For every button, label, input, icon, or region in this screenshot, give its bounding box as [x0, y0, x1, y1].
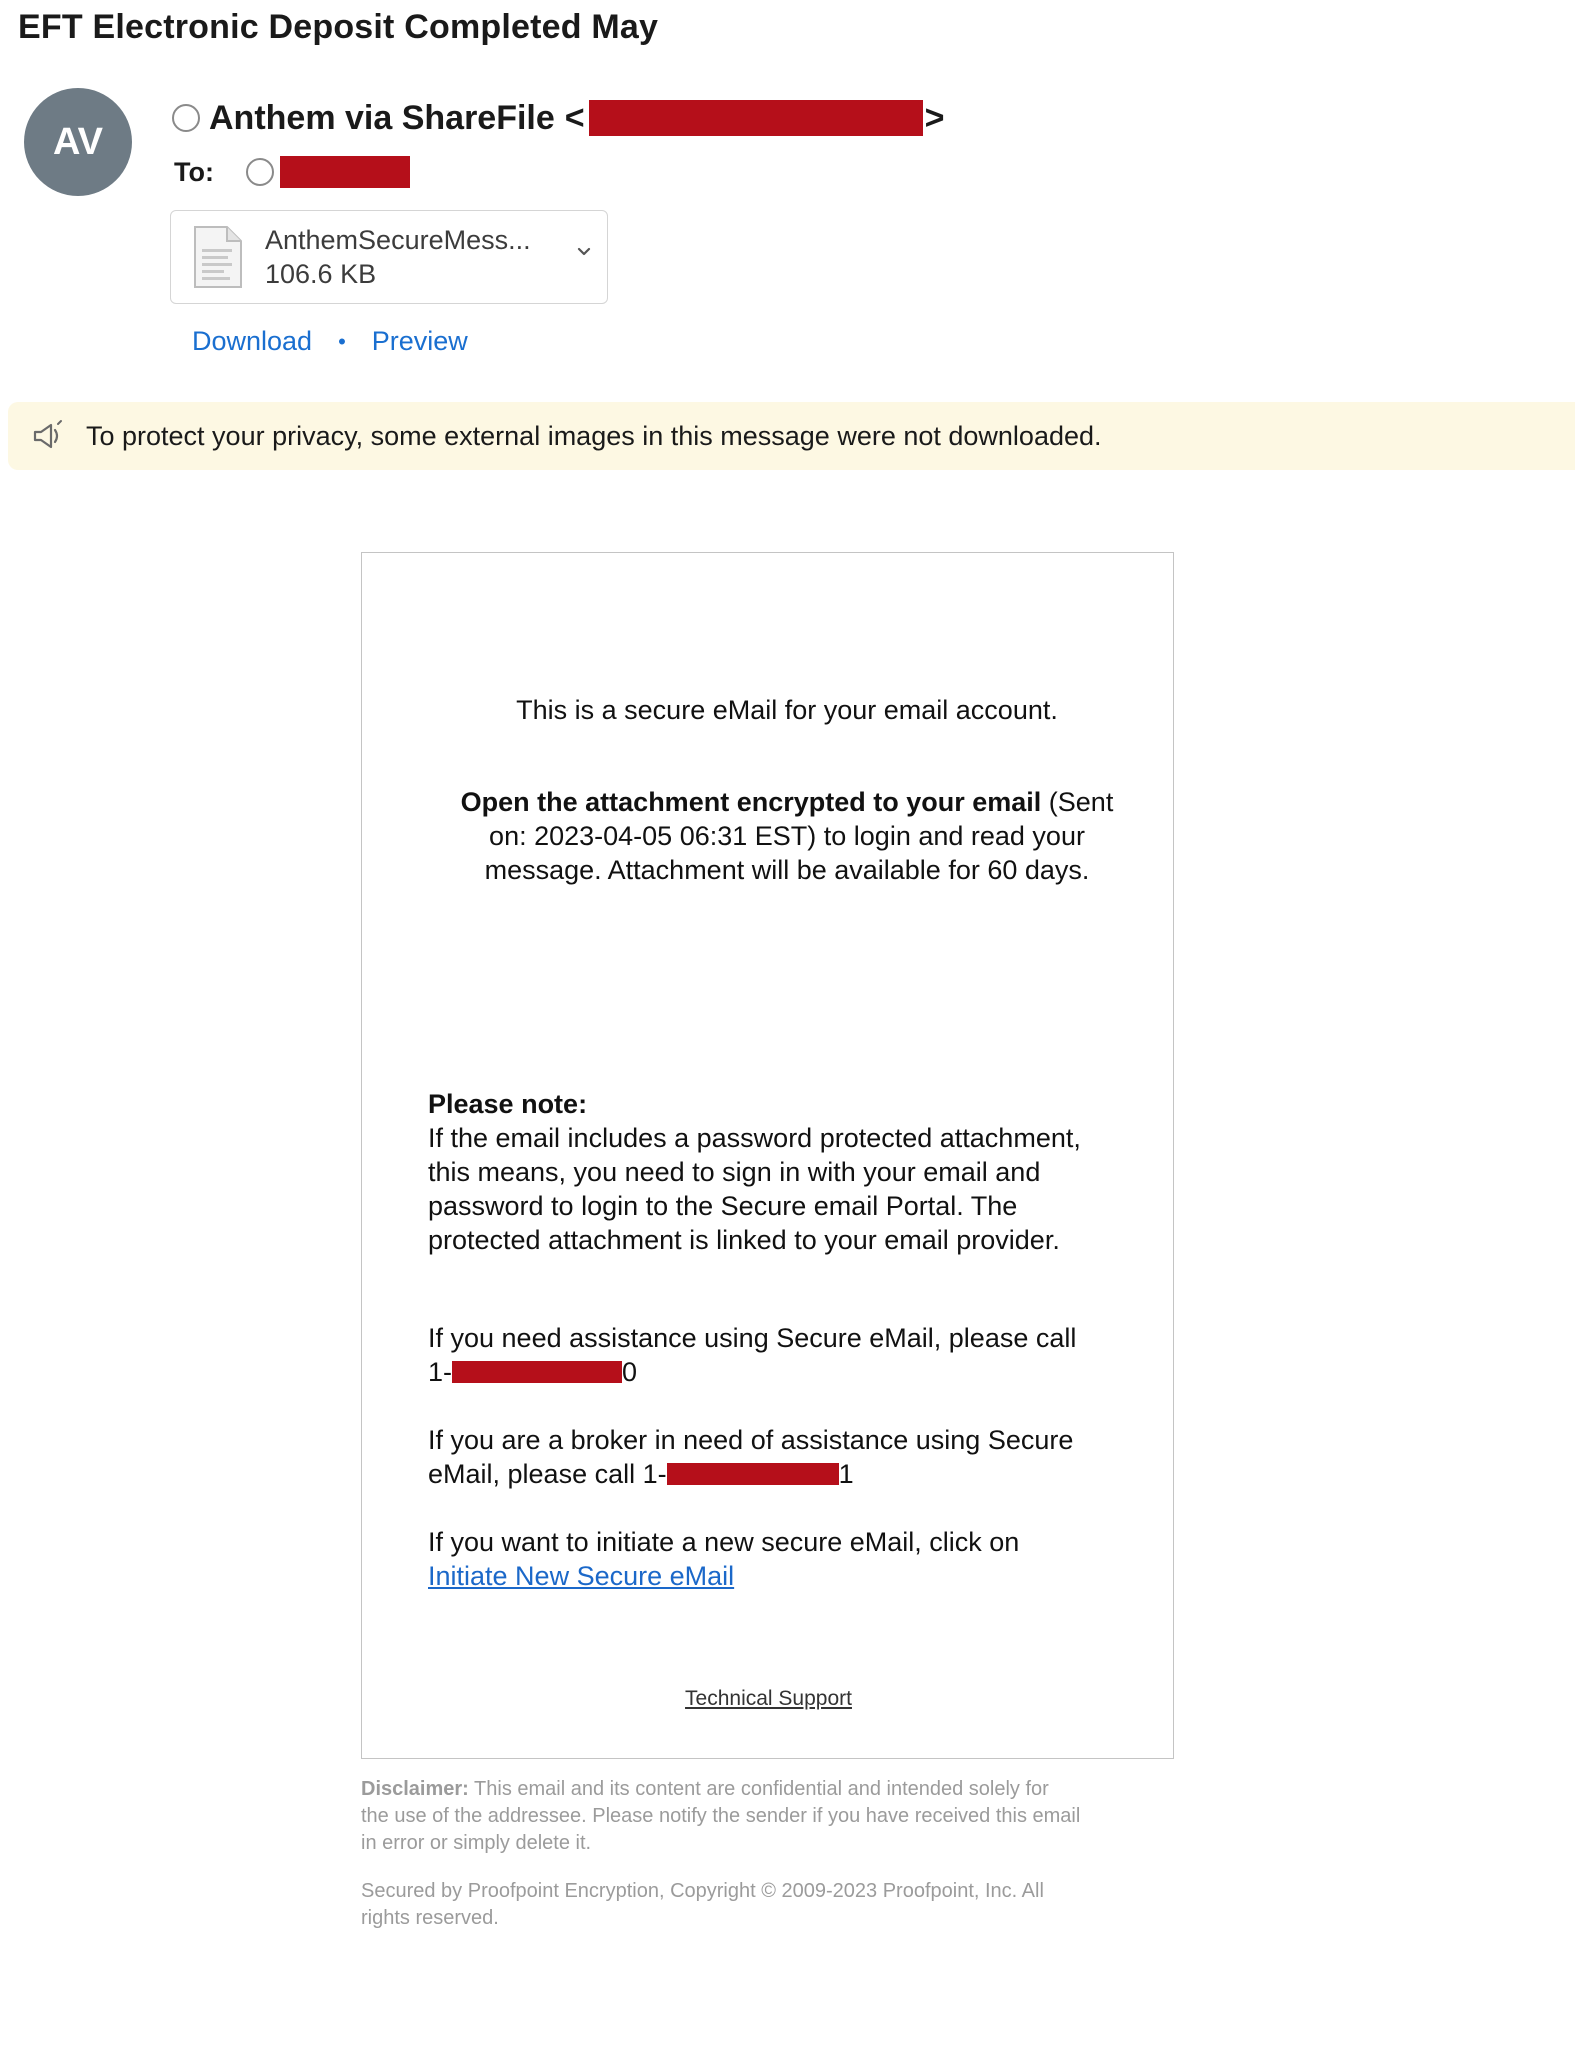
disclaimer-text-1: This email and its content are confidential and intended solely for	[468, 1778, 1049, 1800]
assist-line1: If you need assistance using Secure eMail, please call	[428, 1323, 1077, 1353]
sender-address-open: <	[564, 98, 585, 137]
assist-line2	[428, 1355, 637, 1389]
redacted-assist-phone	[452, 1361, 622, 1383]
attachment-card[interactable]	[170, 210, 608, 304]
technical-support-link[interactable]: Technical Support	[685, 1687, 852, 1710]
document-file-icon	[193, 225, 243, 289]
recipient-select-radio[interactable]	[246, 158, 274, 186]
attachment-size: 106.6 KB	[265, 259, 377, 289]
broker-line2	[428, 1457, 854, 1491]
note-title: Please note:	[428, 1089, 588, 1119]
disclaimer-line3: in error or simply delete it.	[361, 1832, 592, 1854]
note-line2: this means, you need to sign in with your email and	[428, 1157, 1041, 1187]
sender-select-radio[interactable]	[172, 104, 200, 132]
open-attachment-line2: on: 2023-04-05 06:31 EST) to login and read your	[489, 821, 1085, 851]
secured-line1: Secured by Proofpoint Encryption, Copyright © 2009-2023 Proofpoint, Inc. All	[361, 1880, 1044, 1902]
avatar-initials: AV	[53, 120, 103, 163]
redacted-sender-address	[589, 100, 923, 136]
secure-message-card	[361, 552, 1174, 1759]
attachment-name: AnthemSecureMess...	[265, 225, 531, 255]
note-line3: password to login to the Secure email Portal. The	[428, 1191, 1018, 1221]
note-line4: protected attachment is linked to your email provider.	[428, 1225, 1060, 1255]
redacted-recipient	[280, 156, 410, 188]
to-row	[174, 152, 410, 192]
sender-avatar	[24, 88, 132, 196]
privacy-banner	[8, 402, 1575, 470]
disclaimer-line2: the use of the addressee. Please notify the sender if you have received this email	[361, 1805, 1081, 1827]
open-attachment-line3: message. Attachment will be available for 60 days.	[484, 855, 1090, 885]
redacted-broker-phone	[667, 1463, 839, 1485]
secured-line2: rights reserved.	[361, 1907, 499, 1929]
open-attachment-rest: (Sent	[1041, 787, 1114, 817]
initiate-secure-email-link[interactable]: Initiate New Secure eMail	[428, 1561, 735, 1591]
from-row	[172, 96, 945, 140]
note-line1: If the email includes a password protected attachment,	[428, 1123, 1081, 1153]
download-button[interactable]: Download	[192, 326, 313, 356]
broker-line1: If you are a broker in need of assistance using Secure	[428, 1425, 1074, 1455]
disclaimer-line1	[361, 1776, 1181, 1803]
email-subject: EFT Electronic Deposit Completed May	[18, 8, 659, 46]
action-separator: •	[338, 328, 346, 354]
attachment-actions	[192, 326, 468, 357]
open-attachment-line1	[362, 785, 1212, 819]
to-label: To:	[174, 156, 214, 187]
broker-phone-prefix: eMail, please call 1-	[428, 1459, 667, 1489]
intro-text: This is a secure eMail for your email account.	[516, 695, 1058, 725]
preview-button[interactable]: Preview	[371, 326, 468, 356]
assist-phone-prefix: 1-	[428, 1357, 453, 1387]
initiate-line: If you want to initiate a new secure eMail, click on	[428, 1527, 1020, 1557]
sender-name[interactable]: Anthem via ShareFile	[209, 98, 555, 137]
blocked-images-icon	[30, 418, 66, 454]
broker-phone-suffix: 1	[838, 1459, 854, 1489]
open-attachment-bold: Open the attachment encrypted to your email	[460, 787, 1042, 817]
chevron-down-icon[interactable]	[573, 241, 595, 263]
privacy-banner-text: To protect your privacy, some external images in this message were not downloaded.	[86, 420, 1102, 451]
disclaimer-label: Disclaimer:	[361, 1778, 469, 1800]
assist-phone-suffix: 0	[622, 1357, 638, 1387]
sender-address-close: >	[924, 98, 945, 137]
